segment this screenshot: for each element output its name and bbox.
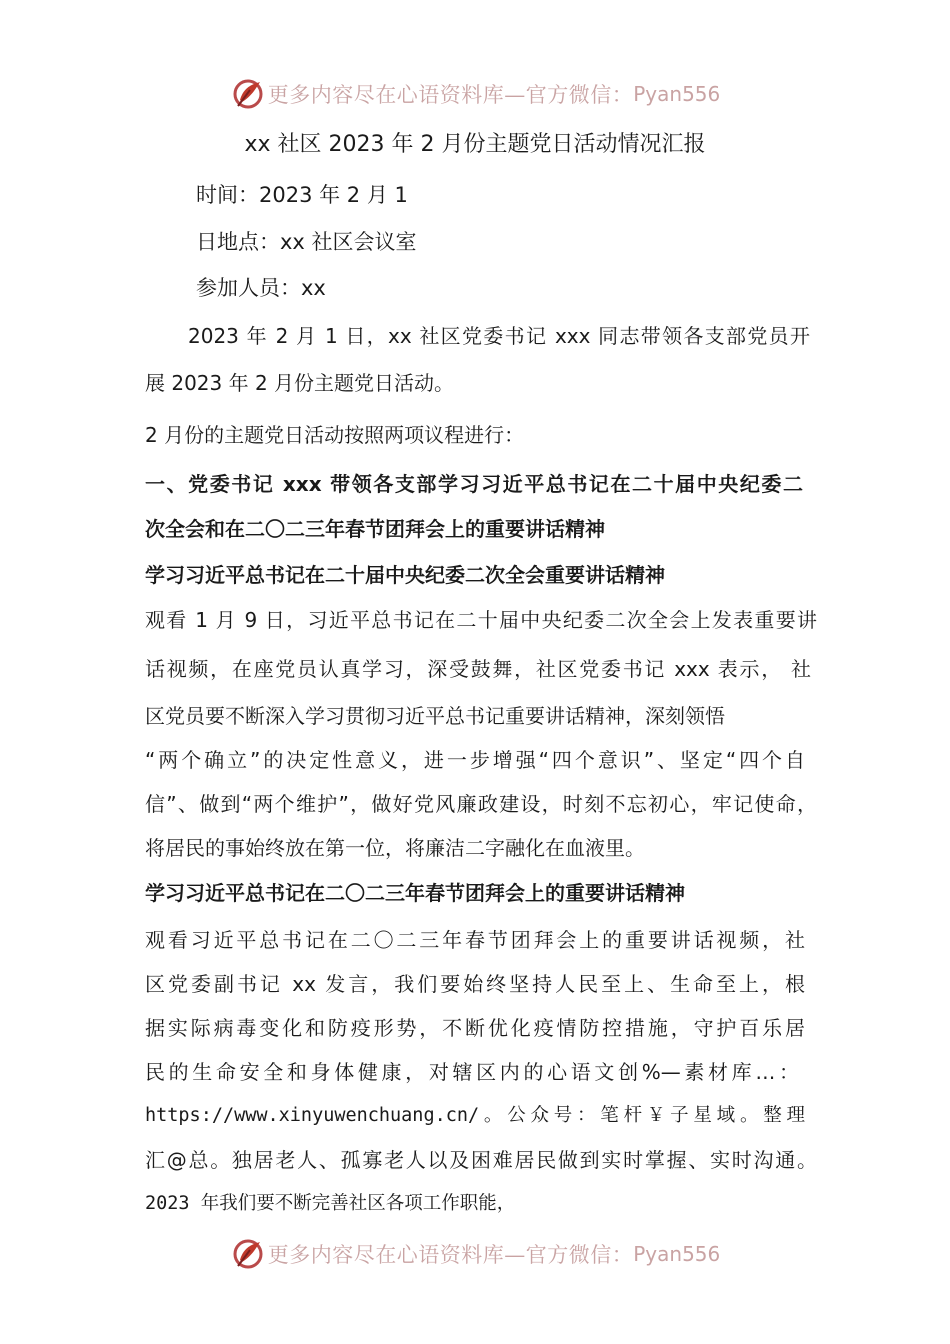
subsection-heading: 学习习近平总书记在二〇二三年春节团拜会上的重要讲话精神 [145, 881, 685, 905]
body-line: 区党委副书记 xx 发言，我们要始终坚持人民至上、生命至上，根 [145, 972, 805, 996]
watermark-text: 更多内容尽在心语资料库—官方微信： [267, 83, 634, 107]
page-title: xx 社区 2023 年 2 月份主题党日活动情况汇报 [244, 132, 706, 157]
body-line: 2 月份的主题党日活动按照两项议程进行： [145, 423, 525, 447]
body-line: 观看 1 月 9 日，习近平总书记在二十届中央纪委二次全会上发表重要讲 [145, 608, 817, 632]
section-heading: 一、党委书记 xxx 带领各支部学习习近平总书记在二十届中央纪委二 [145, 472, 803, 496]
subsection-heading: 学习习近平总书记在二十届中央纪委二次全会重要讲话精神 [145, 563, 665, 587]
meta-attendees: 参加人员：xx [196, 276, 326, 300]
watermark-logo-icon [230, 1236, 266, 1272]
body-line: 区党员要不断深入学习贯彻习近平总书记重要讲话精神，深刻领悟 [145, 704, 725, 728]
body-line: https://www.xinyuwenchuang.cn/。公众号：笔杆￥子星域。整理 [145, 1105, 805, 1126]
body-line: 话视频，在座党员认真学习，深受鼓舞，社区党委书记 xxx 表示， 社 [145, 657, 811, 681]
body-line: “两个确立”的决定性意义，进一步增强“四个意识”、坚定“四个自 [145, 748, 805, 772]
body-line: 信”、做到“两个维护”，做好党风廉政建设，时刻不忘初心，牢记使命， [145, 792, 817, 816]
section-heading: 次全会和在二〇二三年春节团拜会上的重要讲话精神 [145, 517, 605, 541]
body-line: 民的生命安全和身体健康，对辖区内的心语文创%—素材库…： [145, 1060, 799, 1084]
watermark-header [0, 72, 950, 116]
body-line: 观看习近平总书记在二〇二三年春节团拜会上的重要讲话视频，社 [145, 928, 805, 952]
body-line: 展 2023 年 2 月份主题党日活动。 [145, 371, 455, 395]
body-line: 将居民的事始终放在第一位，将廉洁二字融化在血液里。 [145, 836, 645, 860]
body-line: 汇@总。独居老人、孤寡老人以及困难居民做到实时掌握、实时沟通。 [145, 1148, 817, 1172]
watermark-text: 更多内容尽在心语资料库—官方微信： [267, 1243, 634, 1267]
watermark-wechat-id: Pyan556 [633, 1242, 721, 1266]
body-line: 2023 年我们要不断完善社区各项工作职能， [145, 1193, 516, 1214]
watermark-logo-icon [230, 76, 266, 112]
watermark-footer [0, 1232, 950, 1276]
meta-place: 日地点：xx 社区会议室 [196, 230, 417, 254]
body-line: 2023 年 2 月 1 日，xx 社区党委书记 xxx 同志带领各支部党员开 [188, 324, 810, 348]
watermark-wechat-id: Pyan556 [633, 82, 721, 106]
body-line: 据实际病毒变化和防疫形势，不断优化疫情防控措施，守护百乐居 [145, 1016, 805, 1040]
meta-time: 时间：2023 年 2 月 1 [196, 183, 408, 207]
